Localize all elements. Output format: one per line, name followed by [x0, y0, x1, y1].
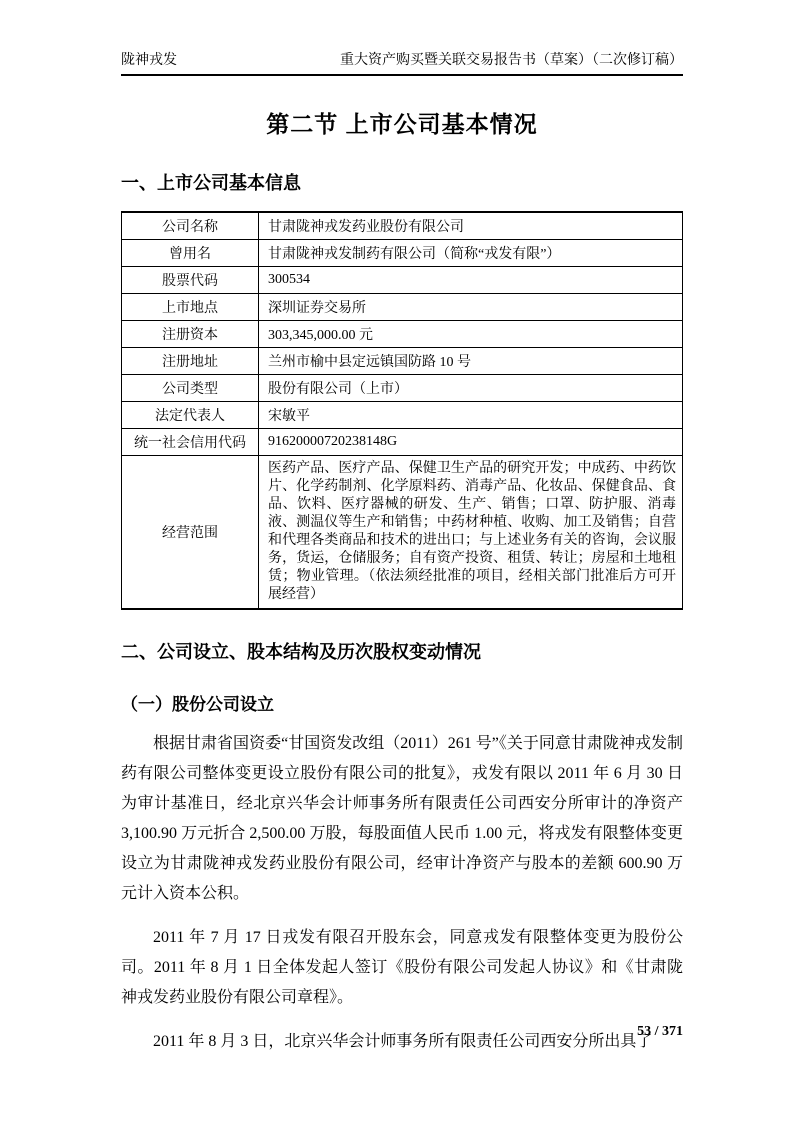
info-value: 300534 — [259, 267, 683, 294]
info-row — [122, 375, 683, 402]
info-value: 兰州市榆中县定远镇国防路 10 号 — [259, 348, 683, 375]
info-row-business-scope — [122, 456, 683, 610]
info-label: 公司名称 — [122, 212, 259, 240]
body-paragraph: 2011 年 7 月 17 日戎发有限召开股东会，同意戎发有限整体变更为股份公司。2011 年 8 月 1 日全体发起人签订《股份有限公司发起人协议》和《甘肃陇神戎发药业股份有限公司章程》。 — [121, 929, 683, 1006]
info-row — [122, 321, 683, 348]
info-label: 注册资本 — [122, 321, 259, 348]
info-row — [122, 348, 683, 375]
info-value: 医药产品、医疗产品、保健卫生产品的研究开发；中成药、中药饮片、化学药制剂、化学原料药、消毒产品、化妆品、保健食品、食品、饮料、医疗器械的研发、生产、销售；口罩、防护服、消毒液、测温仪等生产和销售；中药材种植、收购、加工及销售；自营和代理各类商品和技术的进出口；与上述业务有关的咨询，会议服务，货运，仓储服务；自有资产投资、租赁、转让；房屋和土地租赁；物业管理。（依法须经批准的项目，经相关部门批准后方可开展经营） — [259, 456, 683, 610]
info-label: 曾用名 — [122, 240, 259, 267]
info-row — [122, 212, 683, 240]
body-paragraph: 根据甘肃省国资委“甘国资发改组（2011）261 号”《关于同意甘肃陇神戎发制药有限公司整体变更设立股份有限公司的批复》，戎发有限以 2011 年 6 月 30 日为审计基准日，经北京兴华会计师事务所有限责任公司西安分所审计的净资产 3,100.90 万元折合 2,500.00 万股，每股面值人民币 1.00 元，将戎发有限整体变更设立为甘肃陇神戎发药业股份有限公司，经审计净资产与股本的差额 600.90 万元计入资本公积。 — [121, 735, 683, 902]
info-value: 股份有限公司（上市） — [259, 375, 683, 402]
page-content — [121, 0, 683, 1057]
section-heading-establishment: 二、公司设立、股本结构及历次股权变动情况 — [121, 642, 481, 662]
header-short-title: 陇神戎发 — [121, 53, 177, 68]
info-row — [122, 402, 683, 429]
subsection-heading-company-founding: （一）股份公司设立 — [121, 695, 274, 714]
info-label: 法定代表人 — [122, 402, 259, 429]
info-value: 甘肃陇神戎发制药有限公司（简称“戎发有限”） — [259, 240, 683, 267]
info-label: 股票代码 — [122, 267, 259, 294]
info-value: 91620000720238148G — [259, 429, 683, 456]
page-number: 53 / 371 — [637, 1024, 683, 1039]
info-label: 统一社会信用代码 — [122, 429, 259, 456]
header-report-title: 重大资产购买暨关联交易报告书（草案）（二次修订稿） — [340, 53, 683, 68]
info-row — [122, 240, 683, 267]
info-label: 注册地址 — [122, 348, 259, 375]
page-header — [121, 0, 683, 76]
info-row — [122, 267, 683, 294]
section-heading-basic-info: 一、上市公司基本信息 — [121, 173, 301, 193]
info-value: 深圳证券交易所 — [259, 294, 683, 321]
body-paragraph: 2011 年 8 月 3 日，北京兴华会计师事务所有限责任公司西安分所出具了 — [153, 1033, 653, 1050]
chapter-title: 第二节 上市公司基本情况 — [266, 111, 538, 137]
info-label: 上市地点 — [122, 294, 259, 321]
info-value: 甘肃陇神戎发药业股份有限公司 — [259, 212, 683, 240]
info-label: 经营范围 — [122, 456, 259, 610]
info-label: 公司类型 — [122, 375, 259, 402]
info-row — [122, 429, 683, 456]
info-row — [122, 294, 683, 321]
info-value: 宋敏平 — [259, 402, 683, 429]
company-info-table — [121, 211, 683, 610]
info-value: 303,345,000.00 元 — [259, 321, 683, 348]
